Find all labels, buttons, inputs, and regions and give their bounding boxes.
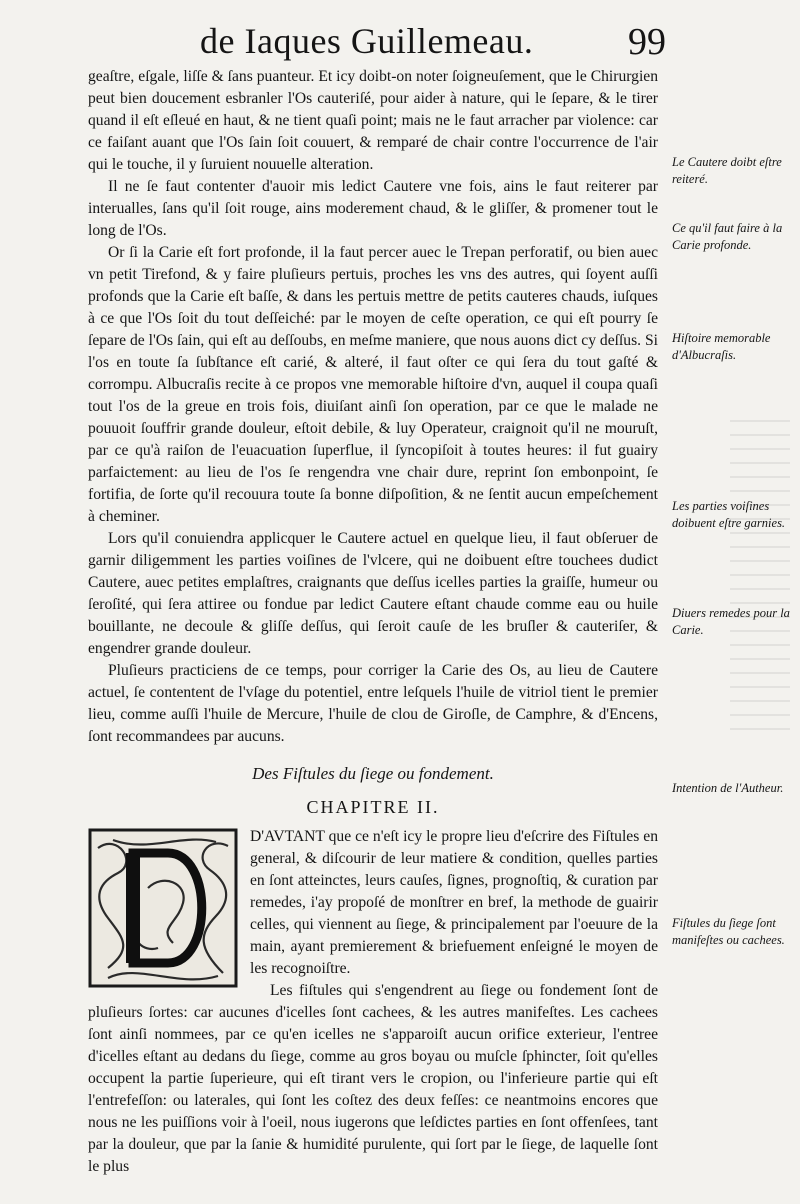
margin-note-fistules: Fiſtules du ſiege ſont manifeſtes ou cachees. — [672, 916, 785, 947]
chapter-paragraph-intention: D'AVTANT que ce n'eſt icy le propre lieu d'eſcrire des Fiſtules en general, & diſcourir de leur matiere & condition, quelles parties en ſont atteinctes, leurs cauſes, ſignes, prognoſtiq, & curation par remedes, i'ay propoſé de monſtrer en bref, la methode de guairir celles, qui viennent au ſiege, & principalement par l'oeuure de la main, ayant premierement & briefuement enſeigné le moyen de les recognoiſtre. — [250, 828, 658, 977]
margin-note-parties-voisines: Les parties voiſines doibuent eſtre garnies. — [672, 499, 786, 530]
chapter-heading: CHAPITRE II. — [306, 797, 440, 817]
paragraph-carie-profonde: Or ſi la Carie eſt fort profonde, il la faut percer auec le Trepan perforatif, ou bien auec vn petit Tirefond, & y faire pluſieurs pertuis, proches les vns des autres, qui ſoyent auſſi profonds que la Carie eſt baſſe, & dans les pertuis mettre de petits cauteres chauds, iuſques à ce que l'Os ſoit du tout deſſeiché: par le moyen de ceſte operation, ce qui eſt pourry ſe ſepare de l'Os ſain, qui eſt au deſſoubs, en meſme maniere, que nous auons dict cy deſſus. Si l'os en toute ſa ſubſtance eſt carié, & alteré, il faut oſter ce qui ſera du tout gaſté & corrompu. Albucraſis recite à ce propos vne memorable hiſtoire d'vn, auquel il coupa quaſi tout l'os de la greue en trois fois, diuiſant ainſi ſon operation, par ce que le malade ne pouuoit ſouffrir grande douleur, eſtoit debile, & luy Operateur, craignoit qu'il ne mouruſt, par ce qu'à raiſon de l'euacuation ſuperflue, il ſyncopiſoit à toutes heures: il fut guairy parfaictement: au lieu de l'os ſe rengendra vne chair dure, reprint ſon embonpoint, ſe fortifia, de ſorte qu'il recouura toute ſa bonne diſpoſition, & ne ſentit aucun empeſchement à cheminer. — [88, 244, 658, 525]
margin-note-carie-profonde: Ce qu'il faut faire à la Carie profonde. — [672, 221, 783, 252]
margin-note-cautere: Le Cautere doibt eſtre reiteré. — [672, 155, 782, 186]
margin-note-intention: Intention de l'Autheur. — [672, 781, 784, 795]
margin-note-albucrasis: Hiſtoire memorable d'Albucraſis. — [672, 331, 771, 362]
paragraph-cautere-reiterer: Il ne ſe faut contenter d'auoir mis ledict Cautere vne fois, ains le faut reiterer par interualles, ſans qu'il ſoit rouge, ains moderement chaud, & le gliſſer, & promener tout le long de l'Os. — [88, 178, 658, 239]
page-number: 99 — [628, 21, 666, 63]
chapter-paragraph-fistules: Les fiſtules qui s'engendrent au ſiege ou fondement ſont de pluſieurs ſortes: car aucunes d'icelles ſont cachees, & les autres manifeſtes. Les cachees ſont ainſi nommees, par ce qu'en icelles ne s'apparoiſt aucun orifice exterieur, l'entree d'icelles eſtant au dedans du ſiege, comme au gros boyau ou muſcle ſphincter, ſoit qu'elles occupent la partie ſuperieure, qui eſt tirant vers le cropion, ou l'inferieure partie qui eſt l'entrefeſſon: ou laterales, qui ſont les coſtez des deux feſſes: ce neantmoins encores que nous ne les puiſſions voir à l'oeil, nous iugerons que leſdictes parties en ſont offenſees, tant par la douleur, que par la ſanie & humidité purulente, qui ſort par le ſiege, de laquelle ſont le plus — [88, 982, 658, 1175]
paragraph-remedes-potentiels: Pluſieurs practiciens de ce temps, pour corriger la Carie des Os, au lieu de Cautere actuel, ſe contentent de l'vſage du potentiel, entre leſquels l'huile de vitriol tient le premier lieu, comme auſſi l'huile de Mercure, l'huile de clou de Giroſle, de Camphre, & d'Encens, ſont recommandees par aucuns. — [88, 662, 658, 745]
margin-note-remedes: Diuers remedes pour la Carie. — [672, 606, 790, 637]
running-title: de Iaques Guillemeau. — [200, 21, 534, 61]
ornamental-initial-D-icon — [88, 828, 238, 988]
paragraph-continuation: geaſtre, eſgale, liſſe & ſans puanteur. Et icy doibt-on noter ſoigneuſement, que le Chirurgien peut bien doucement esbranler l'Os cauteriſé, pour aider à nature, qui le ſepare, & le tirer quand il eſt eſleué en haut, & ne tient quaſi point; mais ne le faut arracher par violence: car ce faiſant auant que l'Os ſain ſoit couuert, & remparé de chair contre l'occurrence de l'air qui le touche, il y ſuruient nouuelle alteration. — [88, 68, 658, 173]
bleed-through-shadow — [730, 420, 790, 740]
paragraph-parties-voisines: Lors qu'il conuiendra applicquer le Cautere actuel en quelque lieu, il faut obſeruer de garnir diligemment les parties voiſines de l'vlcere, qui ne doibuent eſtre touchees dudict Cautere, auec petites emplaſtres, craignants que deſſus icelles parties la graiſſe, humeur ou ſeroſité, qui ſera attiree ou fondue par ledict Cautere eſtant chaude comme eau ou huile bouillante, ne decoule & gliſſe deſſus, qui ſeroit cauſe de les bruſler & cauteriſer, & engendrer grande douleur. — [88, 530, 658, 657]
main-text-column — [88, 66, 658, 1178]
section-heading: Des Fiſtules du ſiege ou fondement. — [252, 764, 494, 783]
